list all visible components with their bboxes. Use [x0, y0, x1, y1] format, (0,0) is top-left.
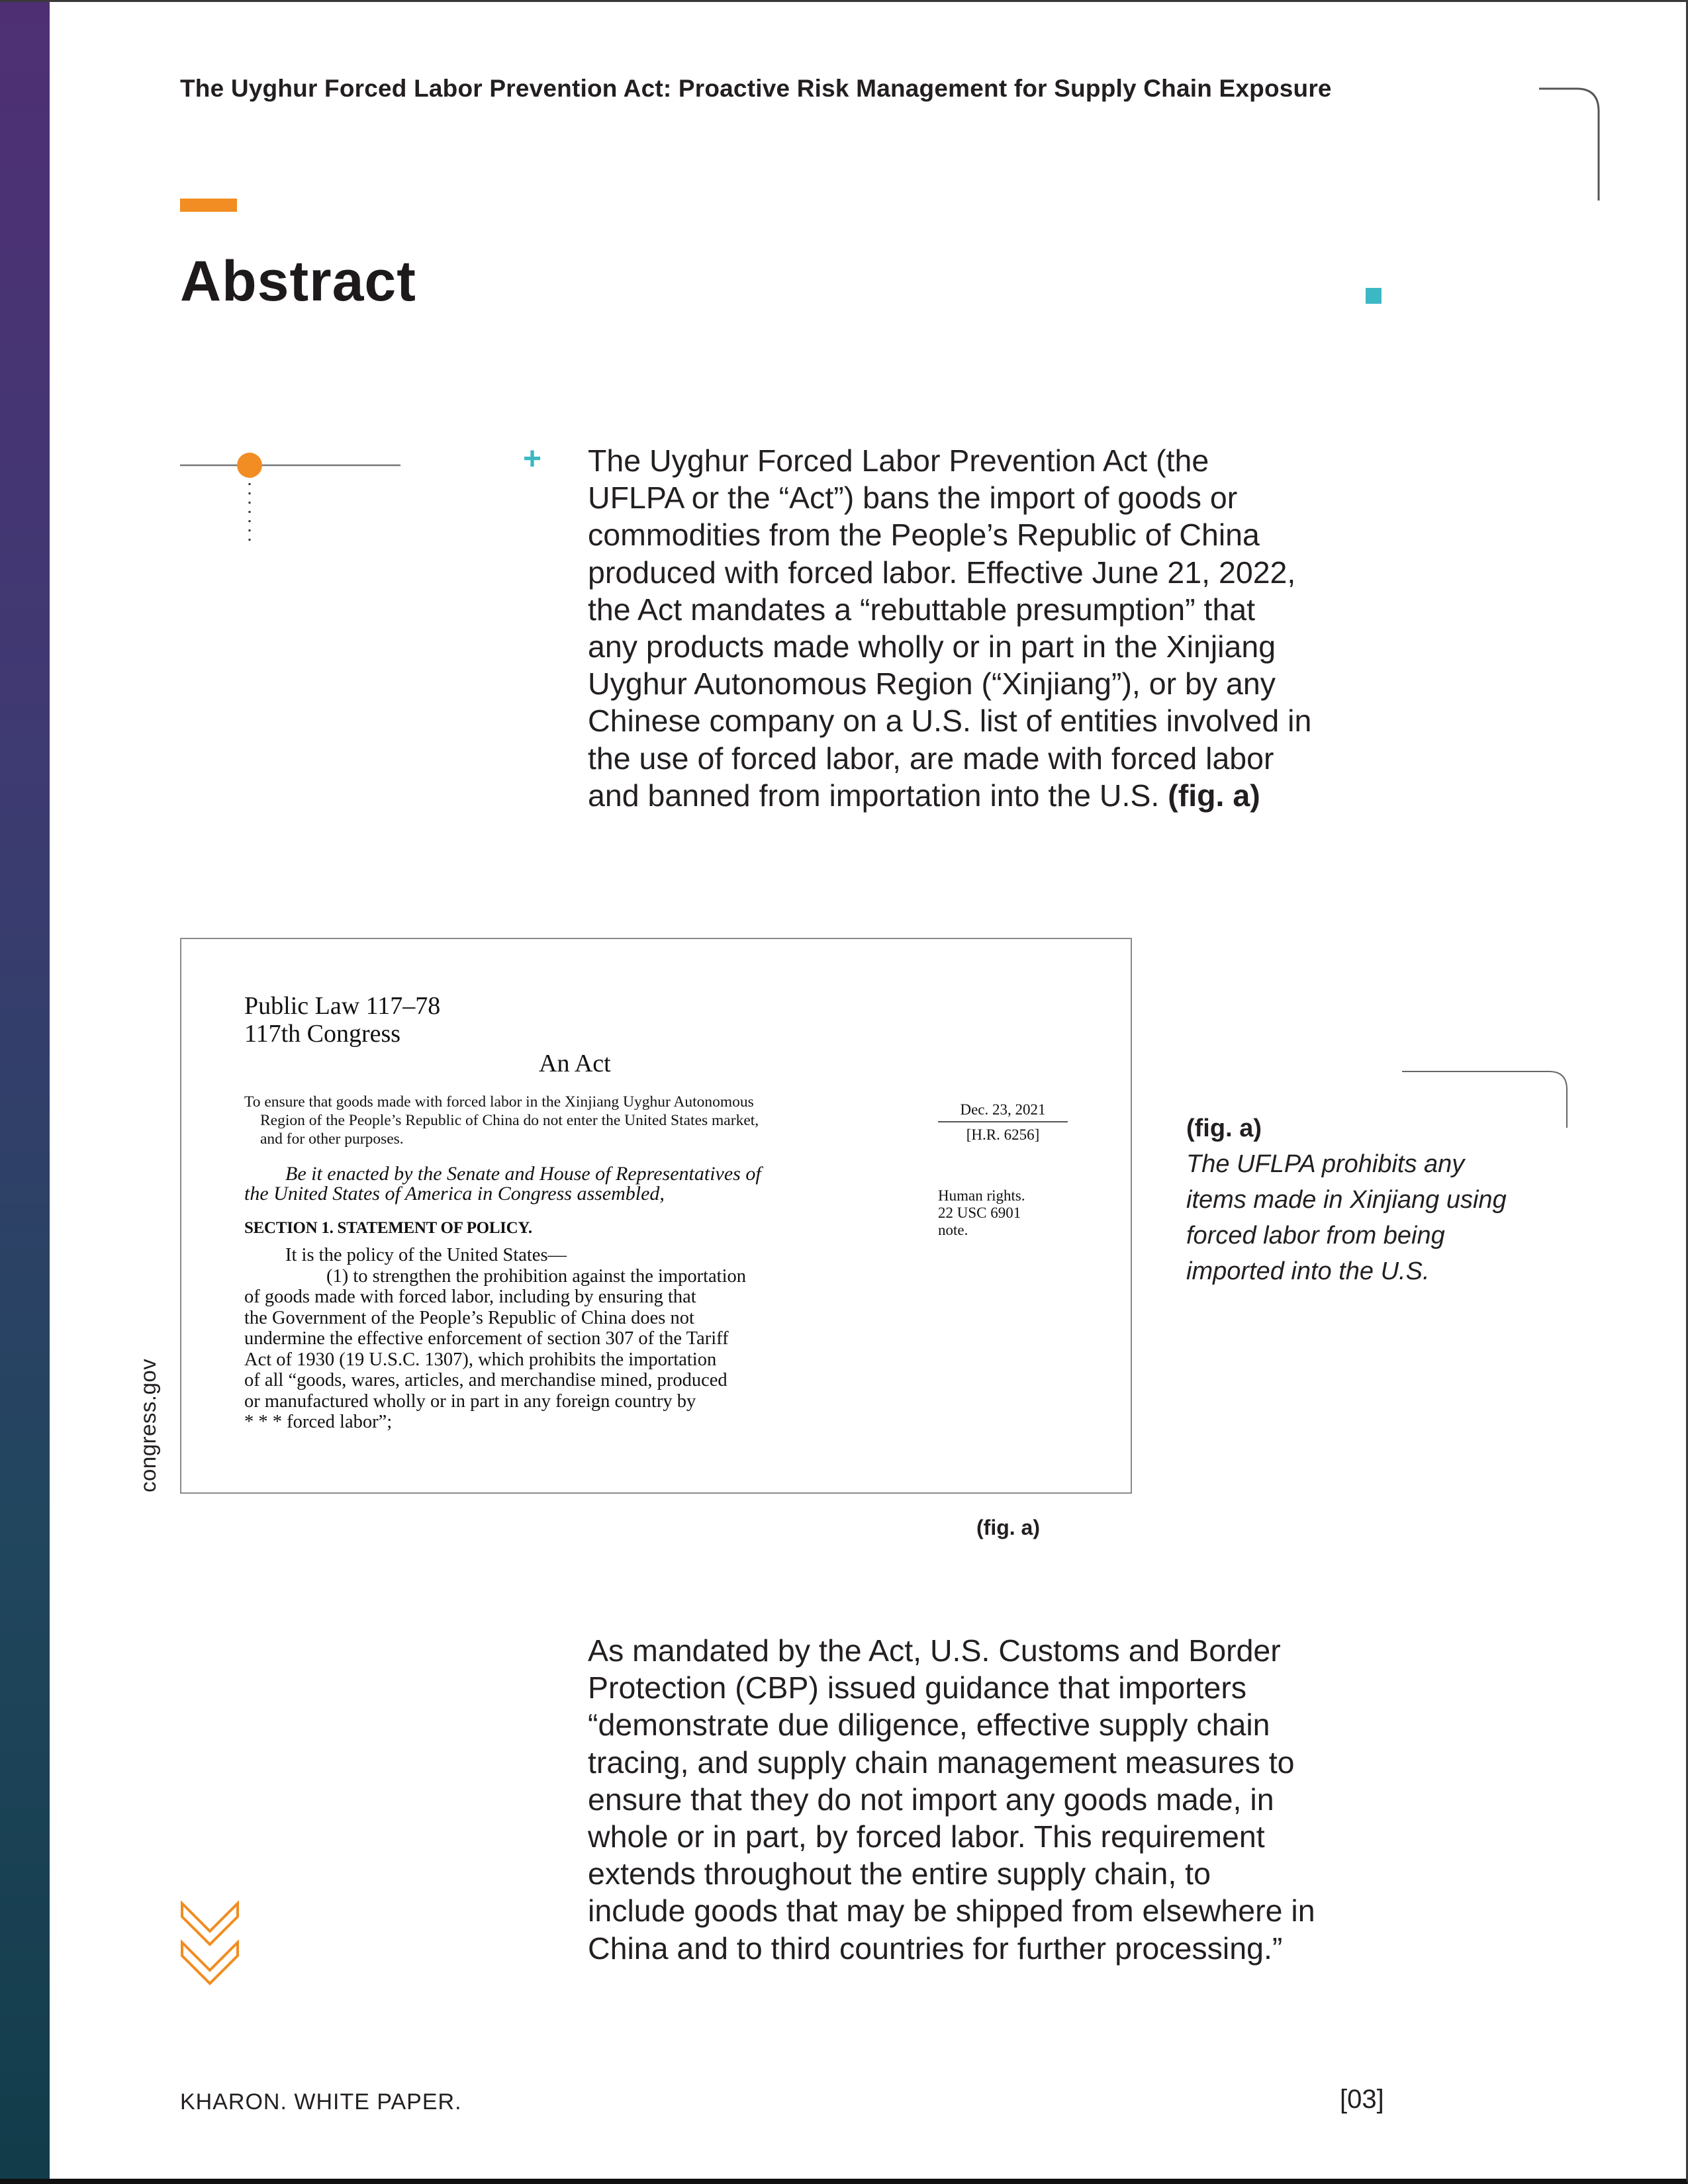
text-line: Region of the People’s Republic of China do not enter the United States market, [260, 1112, 759, 1129]
text-line: produced with forced labor. Effective June 21, 2022, [588, 555, 1296, 590]
text-line: As mandated by the Act, U.S. Customs and Border [588, 1633, 1281, 1668]
text-line: whole or in part, by forced labor. This requirement [588, 1819, 1265, 1854]
figure-caption [1186, 1111, 1557, 1289]
text-line: (1) to strengthen the prohibition against the importation [326, 1265, 746, 1287]
running-header-title: The Uyghur Forced Labor Prevention Act: Proactive Risk Management for Supply Chain Exposure [180, 75, 1332, 102]
text-line: or manufactured wholly or in part in any foreign country by [244, 1390, 696, 1412]
text-line: ensure that they do not import any goods made, in [588, 1782, 1274, 1817]
orange-accent-bar [180, 199, 237, 212]
text-line: the Act mandates a “rebuttable presumption” that [588, 592, 1256, 627]
policy-statement [244, 1245, 906, 1433]
enactment-date: Dec. 23, 2021 [938, 1100, 1068, 1122]
figure-a-public-law-excerpt [180, 938, 1132, 1494]
plus-icon: + [523, 441, 542, 477]
text-line: undermine the effective enforcement of section 307 of the Tariff [244, 1328, 729, 1349]
text-line-last [588, 777, 1422, 814]
margin-date-block [938, 1100, 1068, 1145]
caption-line: forced labor from being [1186, 1222, 1445, 1250]
text-line: the Government of the People’s Republic of China does not [244, 1307, 694, 1328]
text-line: commodities from the People’s Republic of China [588, 518, 1260, 553]
text-line: and for other purposes. [260, 1130, 404, 1148]
text-segment: and banned from importation into the U.S. [588, 778, 1168, 813]
abstract-paragraph-1 [588, 442, 1422, 814]
page-number: [03] [1340, 2085, 1384, 2114]
text-line: Human rights. [938, 1187, 1025, 1204]
text-line: note. [938, 1222, 968, 1238]
text-line: of all “goods, wares, articles, and merchandise mined, produced [244, 1370, 727, 1390]
text-line: UFLPA or the “Act”) bans the import of goods or [588, 480, 1238, 516]
text-line: To ensure that goods made with forced labor in the Xinjiang Uyghur Autonomous [244, 1093, 754, 1111]
text-line: 22 USC 6901 [938, 1205, 1021, 1221]
text-line: include goods that may be shipped from elsewhere in [588, 1893, 1315, 1929]
act-purpose [244, 1093, 906, 1148]
text-line: any products made wholly or in part in the Xinjiang [588, 629, 1276, 664]
enacting-clause [244, 1164, 906, 1204]
text-line: “demonstrate due diligence, effective supply chain [588, 1707, 1270, 1743]
act-heading: An Act [539, 1050, 611, 1077]
caption-line: items made in Xinjiang using [1186, 1186, 1507, 1214]
footer-brand: KHARON. WHITE PAPER. [180, 2089, 462, 2115]
text-line: Protection (CBP) issued guidance that importers [588, 1670, 1247, 1706]
figure-reference-link[interactable]: (fig. a) [1168, 778, 1260, 813]
text-line: China and to third countries for further processing.” [588, 1931, 1283, 1966]
double-chevron-down-icon [180, 1899, 240, 1989]
text-line: It is the policy of the United States— [285, 1245, 567, 1265]
text-line: * * * forced labor”; [244, 1412, 393, 1432]
text-line: extends throughout the entire supply chain, to [588, 1856, 1211, 1891]
law-title [244, 992, 440, 1048]
caption-line: The UFLPA prohibits any [1186, 1150, 1465, 1178]
law-number: Public Law 117–78 [244, 992, 441, 1020]
bill-number: [H.R. 6256] [966, 1126, 1040, 1143]
congress-session: 117th Congress [244, 1020, 401, 1048]
figure-label: (fig. a) [976, 1516, 1040, 1539]
text-line: tracing, and supply chain management measures to [588, 1745, 1295, 1780]
text-line: of goods made with forced labor, including by ensuring that [244, 1287, 696, 1307]
text-line: Chinese company on a U.S. list of entities involved in [588, 704, 1312, 739]
corner-bracket-decoration [1536, 85, 1609, 204]
section-title: Abstract [180, 250, 416, 313]
sidebar-gradient-bar [0, 0, 50, 2184]
text-line: The Uyghur Forced Labor Prevention Act (the [588, 443, 1209, 478]
timeline-dot-decoration [180, 443, 405, 549]
text-line: the use of forced labor, are made with forced labor [588, 741, 1274, 776]
abstract-paragraph-2 [588, 1632, 1422, 1967]
text-line: Be it enacted by the Senate and House of Representatives of [285, 1163, 761, 1185]
text-line: Act of 1930 (19 U.S.C. 1307), which prohibits the importation [244, 1349, 717, 1370]
text-line: Uyghur Autonomous Region (“Xinjiang”), or by any [588, 666, 1276, 702]
teal-square-decoration [1366, 288, 1382, 304]
text-line: the United States of America in Congress assembled, [244, 1183, 665, 1205]
caption-title: (fig. a) [1186, 1115, 1262, 1142]
margin-note [938, 1187, 1025, 1239]
caption-line: imported into the U.S. [1186, 1257, 1430, 1285]
figure-source-label: congress.gov [136, 1358, 160, 1492]
section-heading: SECTION 1. STATEMENT OF POLICY. [244, 1219, 532, 1237]
